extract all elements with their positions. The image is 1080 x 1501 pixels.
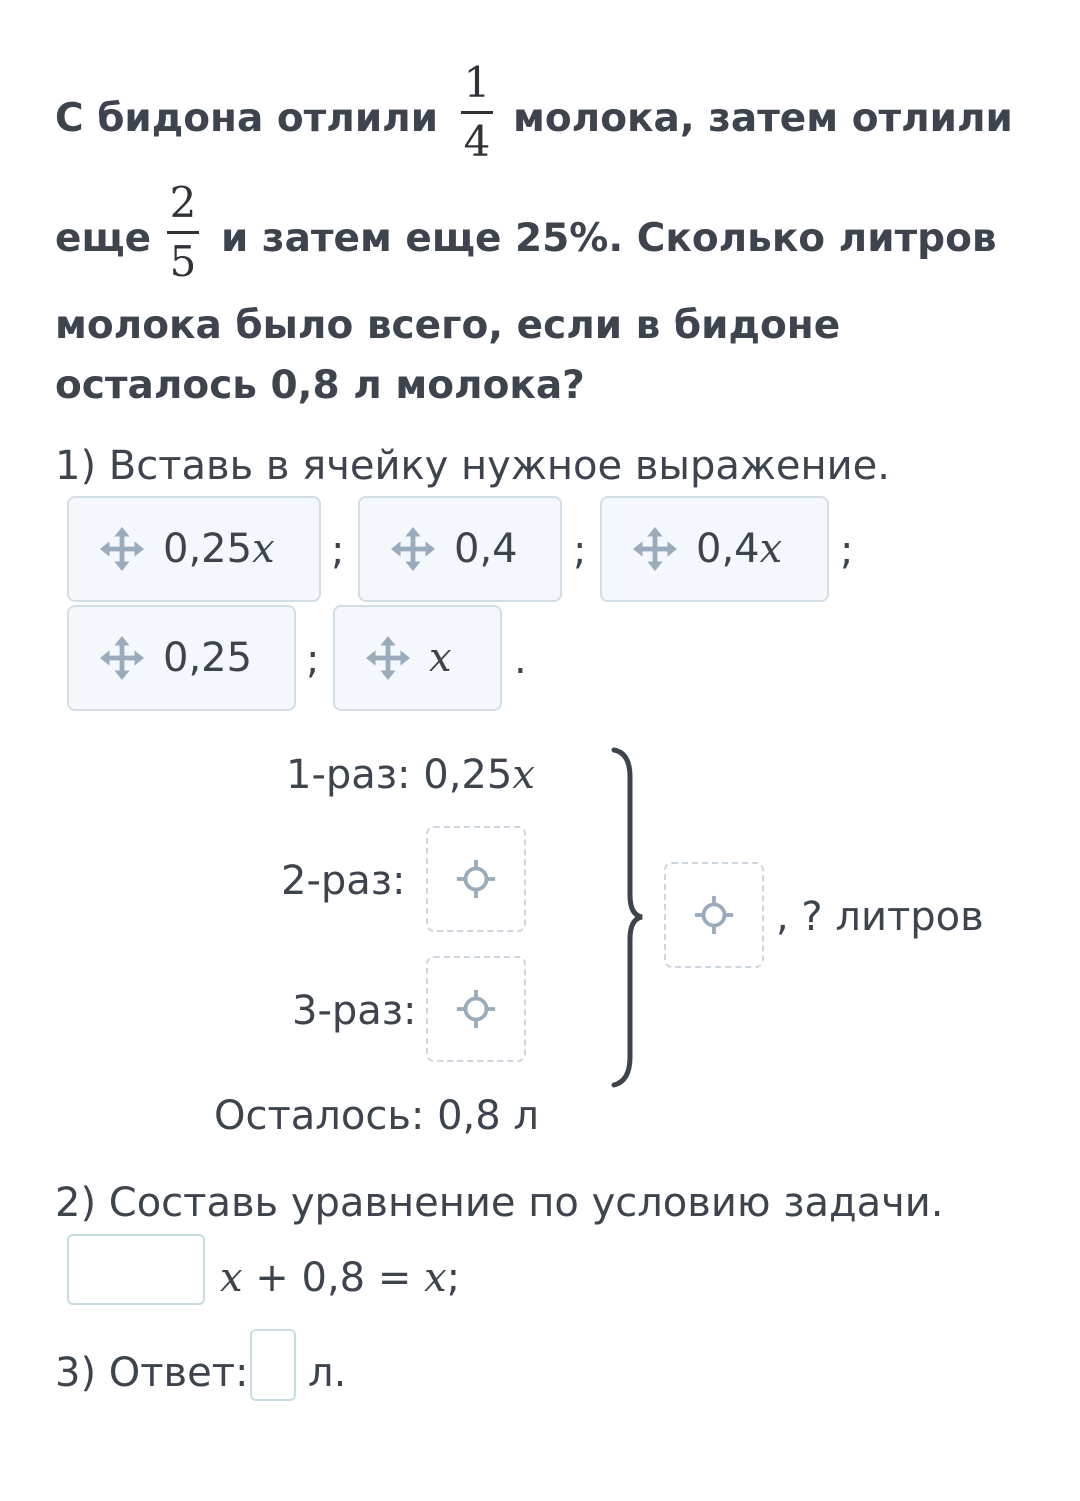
target-icon xyxy=(455,858,497,900)
drag-chip-0-4x[interactable] xyxy=(600,496,829,602)
curly-brace xyxy=(604,745,644,1090)
move-icon xyxy=(365,635,411,681)
problem-line2-start: еще xyxy=(55,216,152,261)
scheme-row2-label: 2-раз: xyxy=(281,858,406,904)
equation-variable: x xyxy=(220,1255,243,1301)
answer-input[interactable] xyxy=(250,1329,296,1401)
step2-title: 2) Составь уравнение по условию задачи. xyxy=(55,1180,944,1226)
drag-chip-0-25x[interactable] xyxy=(67,496,321,602)
problem-line3: молока было всего, если в бидоне xyxy=(55,303,841,348)
chip-value: 0,4 xyxy=(454,526,518,572)
drop-slot-total[interactable] xyxy=(664,862,764,968)
scheme-row1-variable: x xyxy=(512,752,535,798)
fraction-denominator: 4 xyxy=(463,117,491,166)
problem-line2-end: и затем еще 25%. Сколько литров xyxy=(221,216,997,261)
chip-value: 0,25 xyxy=(163,635,253,681)
answer-unit: л. xyxy=(308,1350,347,1396)
scheme-row3-label: 3-раз: xyxy=(292,988,417,1034)
drag-chip-0-4[interactable] xyxy=(358,496,562,602)
step1-title: 1) Вставь в ячейку нужное выражение. xyxy=(55,443,890,489)
chip-value: 0,25 xyxy=(163,526,253,572)
chip-variable: x xyxy=(429,635,452,681)
problem-line4: осталось 0,8 л молока? xyxy=(55,363,585,408)
target-icon xyxy=(693,894,735,936)
remaining-label: Осталось: 0,8 л xyxy=(214,1093,539,1139)
drop-slot-row3[interactable] xyxy=(426,956,526,1062)
total-liters-label: , ? литров xyxy=(776,894,984,940)
fraction-one-quarter xyxy=(457,58,497,167)
chip-variable: x xyxy=(759,526,783,572)
scheme-row1-label: 1-раз: 0,25x xyxy=(286,752,535,798)
problem-line1-start: С бидона отлили xyxy=(55,96,439,141)
fraction-two-fifths xyxy=(163,178,203,287)
fraction-denominator: 5 xyxy=(169,237,197,286)
move-icon xyxy=(99,526,145,572)
drop-slot-row2[interactable] xyxy=(426,826,526,932)
separator: ; xyxy=(306,637,320,683)
separator: ; xyxy=(840,528,854,574)
chip-variable: x xyxy=(252,526,275,572)
target-icon xyxy=(455,988,497,1030)
list-end-period: . xyxy=(514,637,527,683)
drag-chip-x[interactable] xyxy=(333,605,502,711)
problem-line1-end: молока, затем отлили xyxy=(513,96,1013,141)
equation-variable: x xyxy=(424,1255,447,1301)
fraction-numerator: 1 xyxy=(463,58,491,107)
separator: ; xyxy=(331,528,345,574)
equation-text: x + 0,8 = x; xyxy=(220,1255,461,1301)
move-icon xyxy=(632,526,678,572)
chip-value: 0,4 xyxy=(696,526,760,572)
equation-coefficient-input[interactable] xyxy=(67,1234,205,1305)
drag-chip-0-25[interactable] xyxy=(67,605,296,711)
move-icon xyxy=(390,526,436,572)
fraction-numerator: 2 xyxy=(169,178,197,227)
separator: ; xyxy=(573,528,587,574)
move-icon xyxy=(99,635,145,681)
answer-label: 3) Ответ: xyxy=(55,1350,249,1396)
